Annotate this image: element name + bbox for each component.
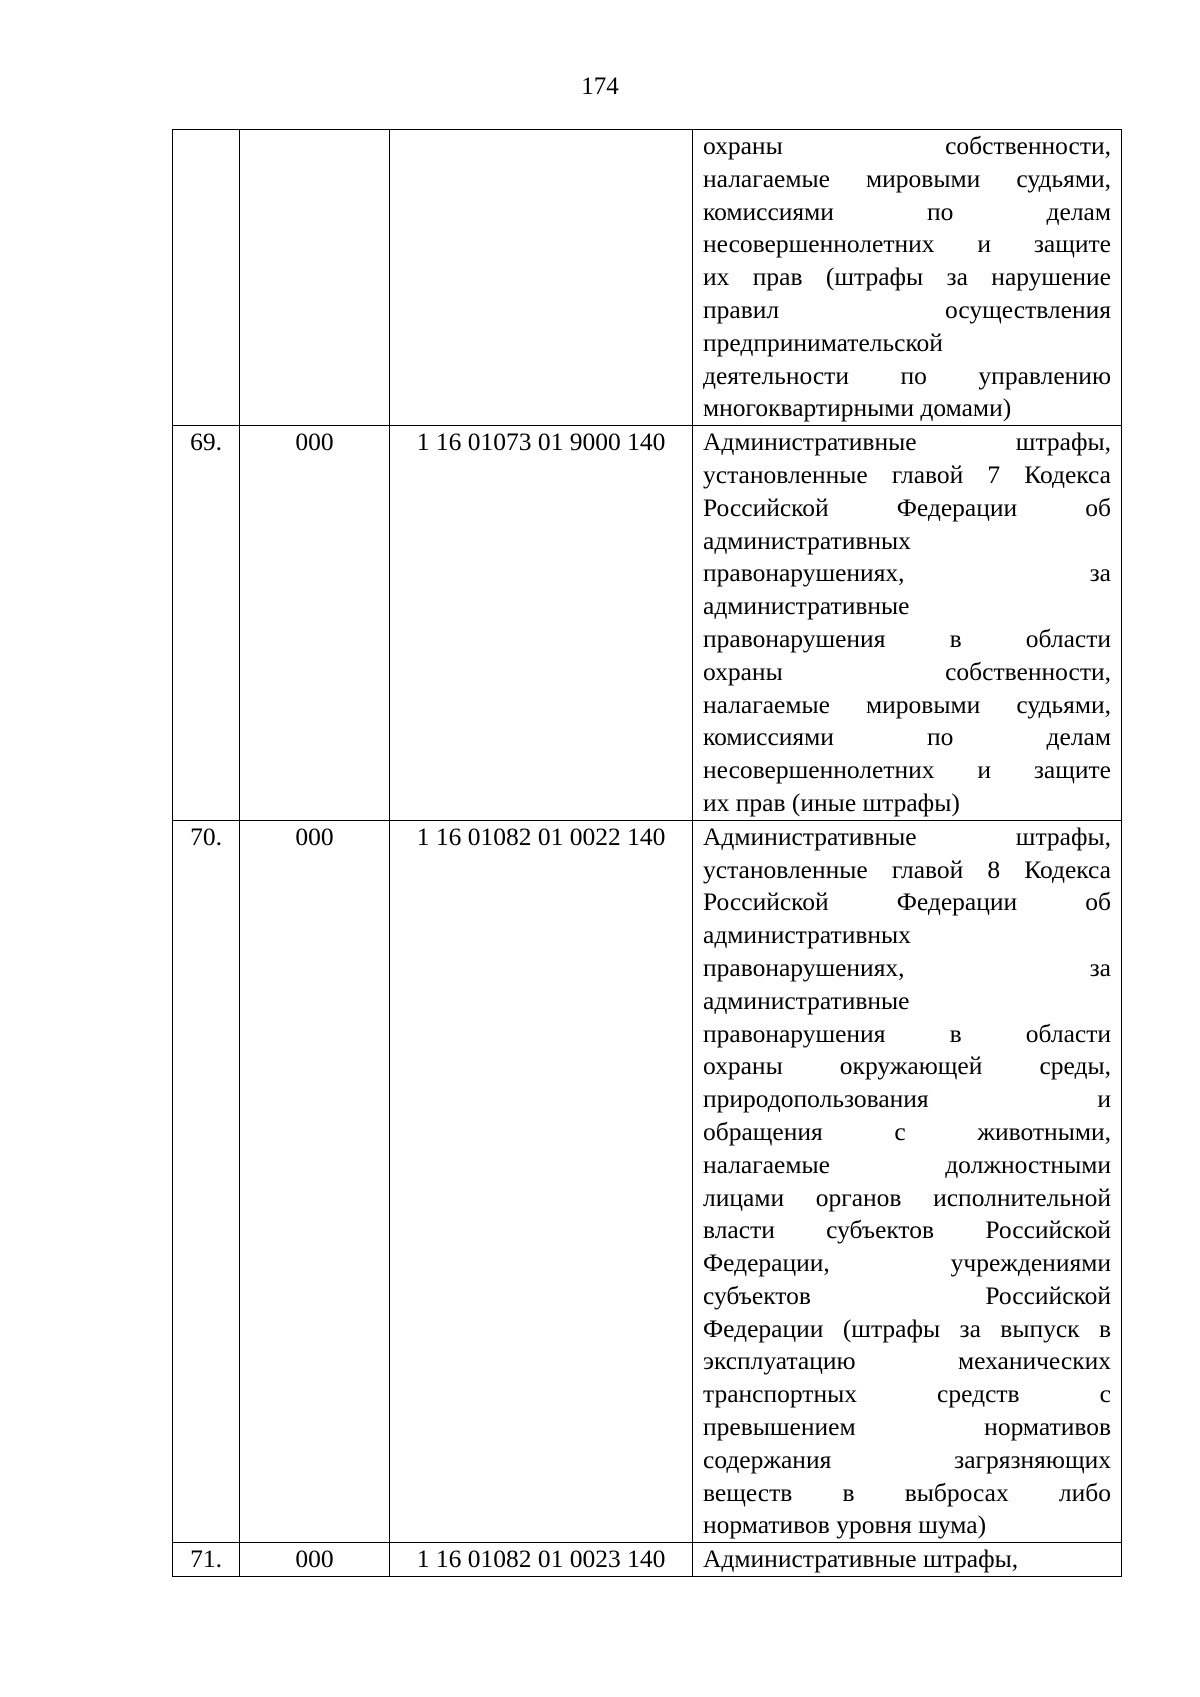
budget-code-cell: 1 16 01082 01 0023 140 (390, 1543, 693, 1577)
admin-code-cell (240, 130, 390, 426)
description-line: Федерации, учреждениями (703, 1248, 1111, 1278)
description-line: правонарушениях, за (703, 558, 1111, 588)
description-cell (693, 1543, 1122, 1577)
description-cell (693, 130, 1122, 426)
description-line: налагаемые мировыми судьями, (703, 163, 1111, 193)
description-line: Федерации (штрафы за выпуск в (703, 1313, 1111, 1343)
budget-code-cell: 1 16 01082 01 0022 140 (390, 820, 693, 1543)
description-line: несовершеннолетних и защите (703, 229, 1111, 259)
description-line: охраны окружающей среды, (703, 1051, 1111, 1081)
description-line: природопользования и (703, 1084, 1111, 1114)
description-line: обращения с животными, (703, 1116, 1111, 1146)
description-line: налагаемые должностными (703, 1149, 1111, 1179)
description-line: административные (703, 591, 910, 621)
description-line: административных (703, 525, 911, 555)
description-line: комиссиями по делам (703, 196, 1111, 226)
admin-code-cell: 000 (240, 1543, 390, 1577)
description-line: нормативов уровня шума) (703, 1510, 987, 1540)
budget-code-cell (390, 130, 693, 426)
table-row (173, 130, 1122, 426)
description-line: установленные главой 8 Кодекса (703, 854, 1111, 884)
description-line: превышением нормативов (703, 1412, 1111, 1442)
description-line: Административные штрафы, (703, 821, 1111, 851)
description-line: содержания загрязняющих (703, 1444, 1111, 1474)
description-line: их прав (штрафы за нарушение (703, 262, 1111, 292)
description-line: Российской Федерации об (703, 492, 1111, 522)
budget-code-cell: 1 16 01073 01 9000 140 (390, 426, 693, 821)
admin-code-cell: 000 (240, 426, 390, 821)
description-line: Административные штрафы, (703, 427, 1111, 457)
admin-code-cell: 000 (240, 820, 390, 1543)
description-line: Российской Федерации об (703, 887, 1111, 917)
description-cell (693, 426, 1122, 821)
description-line: лицами органов исполнительной (703, 1182, 1111, 1212)
budget-codes-table (172, 129, 1122, 1577)
description-line: их прав (иные штрафы) (703, 787, 960, 817)
description-line: установленные главой 7 Кодекса (703, 459, 1111, 489)
description-line: Административные штрафы, (703, 1544, 1019, 1574)
description-line: налагаемые мировыми судьями, (703, 689, 1111, 719)
description-line: многоквартирными домами) (703, 393, 1012, 423)
description-line: транспортных средств с (703, 1379, 1111, 1409)
description-line: веществ в выбросах либо (703, 1477, 1111, 1507)
description-line: административных (703, 920, 911, 950)
description-line: деятельности по управлению (703, 360, 1111, 390)
table-body (173, 130, 1122, 1577)
row-number-cell: 70. (173, 820, 240, 1543)
description-line: охраны собственности, (703, 656, 1111, 686)
description-cell (693, 820, 1122, 1543)
row-number-cell: 69. (173, 426, 240, 821)
description-line: охраны собственности, (703, 131, 1111, 160)
row-number-cell: 71. (173, 1543, 240, 1577)
description-line: правил осуществления (703, 294, 1111, 324)
description-line: правонарушения в области (703, 1018, 1111, 1048)
row-number-cell (173, 130, 240, 426)
description-line: правонарушения в области (703, 623, 1111, 653)
table-row (173, 1543, 1122, 1577)
description-line: несовершеннолетних и защите (703, 755, 1111, 785)
table-row (173, 820, 1122, 1543)
description-line: административные (703, 985, 910, 1015)
description-line: правонарушениях, за (703, 952, 1111, 982)
table-row (173, 426, 1122, 821)
description-line: власти субъектов Российской (703, 1215, 1111, 1245)
description-line: предпринимательской (703, 327, 943, 357)
page-number: 174 (581, 73, 619, 100)
description-line: субъектов Российской (703, 1280, 1111, 1310)
description-line: комиссиями по делам (703, 722, 1111, 752)
description-line: эксплуатацию механических (703, 1346, 1111, 1376)
